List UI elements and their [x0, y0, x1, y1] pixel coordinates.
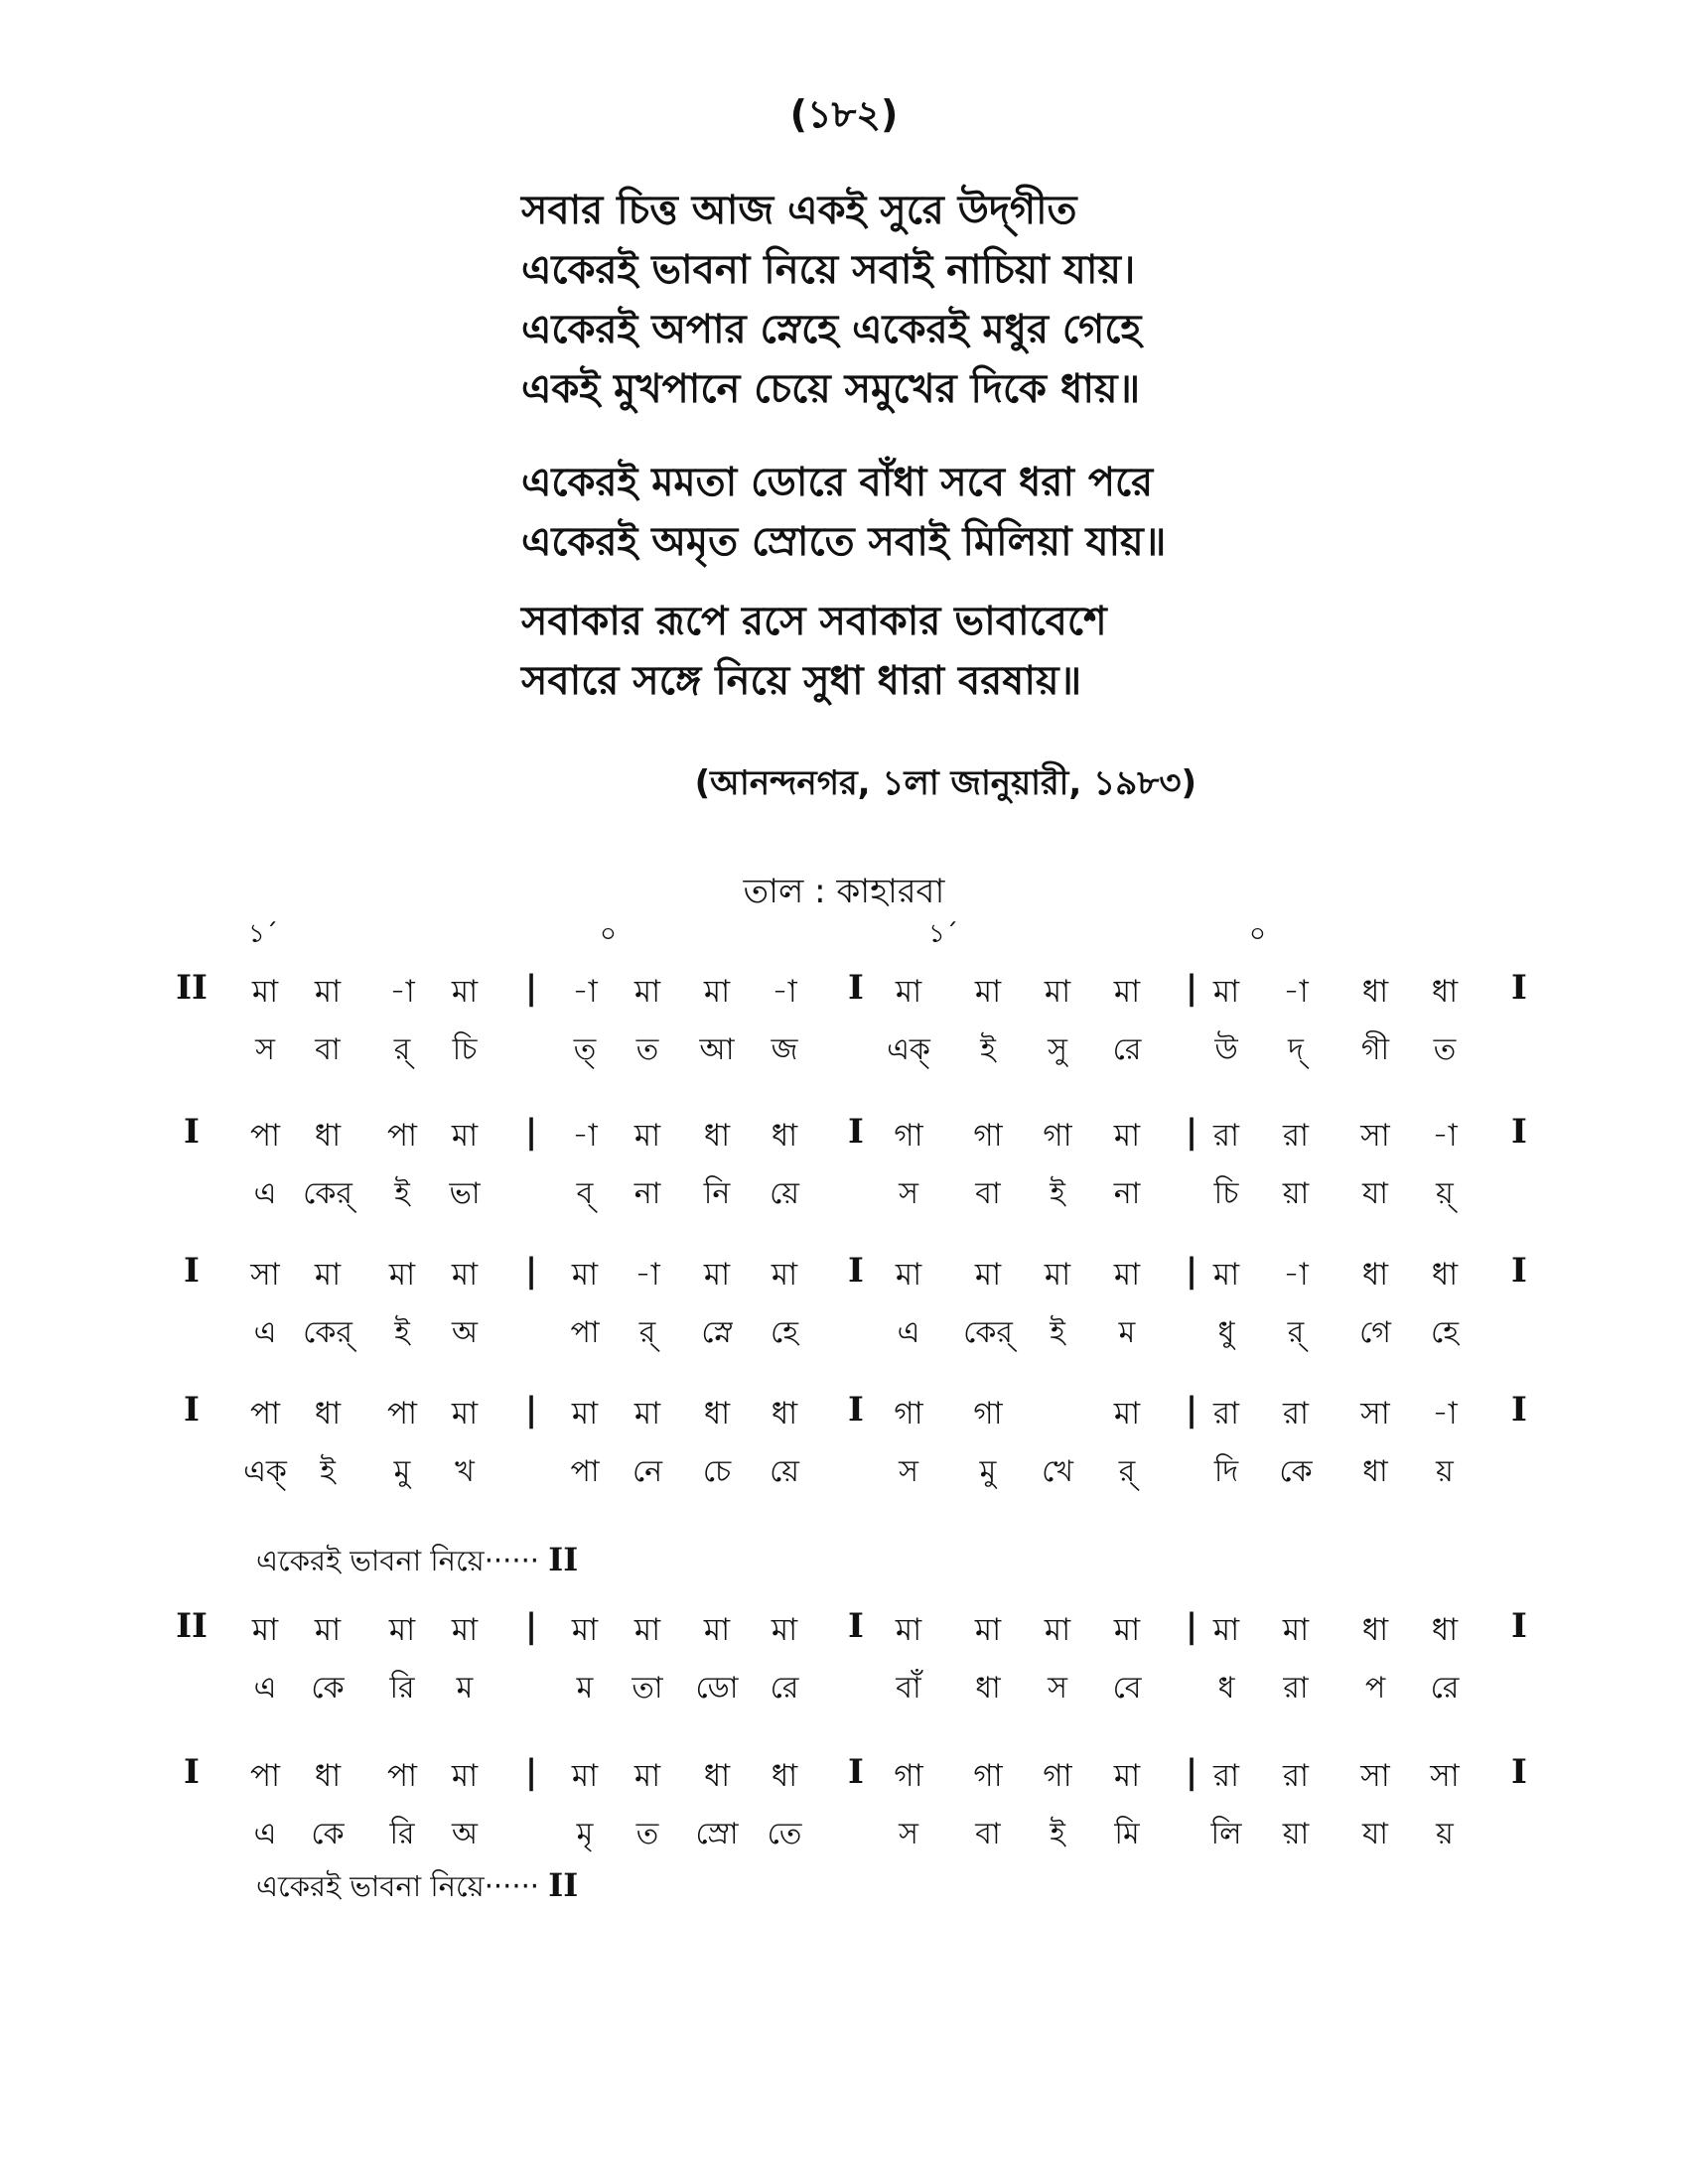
- end-barline: I: [1511, 1251, 1527, 1291]
- note-cell: রা: [1212, 1758, 1240, 1794]
- note-cell: রা: [1212, 1396, 1240, 1432]
- lyric-syllable: নে: [632, 1454, 663, 1489]
- lyric-syllable: কে: [1279, 1454, 1313, 1489]
- note-cell: ধা: [703, 1118, 731, 1154]
- note-cell: মা: [703, 974, 731, 1010]
- lyric-syllable: বাঁ: [896, 1671, 921, 1706]
- lyric-syllable: স্নে: [701, 1315, 733, 1350]
- note-cell: মা: [1113, 1758, 1141, 1794]
- barline: |: [1185, 968, 1198, 1008]
- beat-markers: [0, 913, 1688, 957]
- lyric-syllable: য়্: [1436, 1176, 1454, 1211]
- lyrics-line: একেরই অমৃত স্রোতে সবাই মিলিয়া যায়॥: [521, 519, 1167, 565]
- note-cell: মা: [388, 1612, 416, 1648]
- lyric-syllable: স্রো: [695, 1817, 739, 1851]
- note-cell: পা: [386, 1758, 418, 1794]
- repeat-barline: II: [548, 1541, 579, 1578]
- lyric-syllable: এ: [253, 1671, 277, 1706]
- note-cell: মা: [633, 1758, 661, 1794]
- stanza: [521, 453, 1514, 572]
- note-cell: ধা: [314, 1118, 342, 1154]
- note-cell: -া: [1283, 974, 1309, 1010]
- note-cell: সা: [1360, 1758, 1390, 1794]
- note-cell: মা: [974, 1612, 1002, 1648]
- barline: |: [1185, 1390, 1198, 1430]
- lyric-syllable: যা: [1362, 1176, 1388, 1211]
- note-cell: -া: [634, 1257, 660, 1293]
- barline: |: [1185, 1251, 1198, 1291]
- lyric-syllable: য়া: [1282, 1176, 1310, 1211]
- note-cell: ধা: [1431, 1257, 1459, 1293]
- lyric-syllable: মু: [979, 1454, 997, 1489]
- page-number: (১৮২): [789, 92, 899, 136]
- note-cell: মা: [451, 1257, 479, 1293]
- lyric-syllable: চে: [702, 1454, 732, 1489]
- lyrics-line: একেরই ভাবনা নিয়ে সবাই নাচিয়া যায়।: [521, 247, 1136, 293]
- note-cell: মা: [1113, 1396, 1141, 1432]
- lyric-syllable: অ: [452, 1315, 478, 1350]
- repeat-text: একেরই ভাবনা নিয়ে······: [256, 1544, 540, 1577]
- note-cell: সা: [1430, 1758, 1460, 1794]
- barline: |: [524, 1606, 538, 1646]
- lyric-syllable: য়ে: [770, 1176, 799, 1211]
- lyric-syllable: র্: [638, 1315, 656, 1350]
- note-cell: মা: [1282, 1612, 1310, 1648]
- barline: |: [524, 1390, 538, 1430]
- lyric-syllable: ত: [635, 1817, 659, 1851]
- note-cell: মা: [571, 1257, 599, 1293]
- lyric-syllable: ই: [1050, 1315, 1065, 1350]
- note-cell: গা: [1043, 1118, 1072, 1154]
- lyric-syllable: ই: [394, 1176, 410, 1211]
- lyric-syllable: তে: [767, 1817, 802, 1851]
- note-cell: মা: [571, 1758, 599, 1794]
- lyric-syllable: বে: [1112, 1671, 1142, 1706]
- note-cell: মা: [633, 974, 661, 1010]
- note-cell: ধা: [703, 1758, 731, 1794]
- start-barline: II: [176, 968, 208, 1008]
- lyrics-line: একেরই মমতা ডোরে বাঁধা সবে ধরা পরে: [521, 460, 1154, 505]
- lyric-syllable: কে: [311, 1671, 345, 1706]
- lyric-syllable: ই: [320, 1454, 336, 1489]
- note-cell: মা: [1113, 1612, 1141, 1648]
- note-cell: মা: [703, 1612, 731, 1648]
- lyric-syllable: ত: [1433, 1032, 1457, 1067]
- lyric-syllable: লি: [1210, 1817, 1242, 1851]
- note-cell: পা: [249, 1396, 281, 1432]
- lyric-syllable: গে: [1359, 1315, 1391, 1350]
- stanza: [521, 592, 1514, 711]
- composition-dateline: (আনন্দনগর, ১লা জানুয়ারী, ১৯৮৩): [694, 763, 1196, 803]
- lyric-syllable: ই: [980, 1032, 996, 1067]
- repeat-barline: II: [548, 1866, 579, 1904]
- start-barline: II: [176, 1606, 208, 1646]
- note-cell: পা: [386, 1118, 418, 1154]
- lyric-syllable: স: [1048, 1671, 1067, 1706]
- lyric-syllable: ত্: [573, 1032, 597, 1067]
- note-cell: মা: [633, 1396, 661, 1432]
- lyric-syllable: পা: [570, 1315, 600, 1350]
- stanza: [521, 181, 1514, 419]
- lyric-syllable: খে: [1042, 1454, 1073, 1489]
- note-cell: মা: [451, 974, 479, 1010]
- lyric-syllable: রে: [770, 1671, 799, 1706]
- barline: |: [1185, 1752, 1198, 1792]
- note-cell: মা: [571, 1612, 599, 1648]
- lyric-syllable: অ: [452, 1817, 478, 1851]
- note-cell: মা: [895, 1612, 922, 1648]
- lyric-syllable: এক্: [243, 1454, 287, 1489]
- note-cell: -া: [572, 974, 598, 1010]
- lyric-syllable: মি: [1114, 1817, 1140, 1851]
- start-barline: I: [184, 1390, 200, 1430]
- note-cell: মা: [451, 1758, 479, 1794]
- lyrics-line: সবাকার রূপে রসে সবাকার ভাবাবেশে: [521, 599, 1107, 644]
- lyric-syllable: র্: [1287, 1315, 1305, 1350]
- lyric-syllable: রা: [1283, 1671, 1309, 1706]
- start-barline: I: [184, 1752, 200, 1792]
- note-cell: -া: [1432, 1118, 1458, 1154]
- barline: I: [848, 1390, 864, 1430]
- note-cell: পা: [249, 1118, 281, 1154]
- lyric-syllable: ডো: [695, 1671, 739, 1706]
- lyric-syllable: পা: [570, 1454, 600, 1489]
- note-cell: সা: [1360, 1118, 1390, 1154]
- lyrics-line: সবার চিত্ত আজ একই সুরে উদ্‌গীত: [521, 188, 1077, 233]
- barline: I: [848, 1752, 864, 1792]
- note-cell: মা: [633, 1118, 661, 1154]
- note-cell: মা: [314, 1612, 342, 1648]
- note-cell: মা: [571, 1396, 599, 1432]
- note-cell: মা: [974, 974, 1002, 1010]
- lyrics-line: একই মুখপানে চেয়ে সমুখের দিকে ধায়॥: [521, 366, 1141, 412]
- note-cell: মা: [251, 1612, 279, 1648]
- notation-row: [0, 1606, 1688, 1725]
- lyric-syllable: এক্: [887, 1032, 930, 1067]
- note-cell: সা: [250, 1257, 280, 1293]
- note-cell: রা: [1282, 1396, 1310, 1432]
- lyric-syllable: র্: [393, 1032, 411, 1067]
- lyric-syllable: এ: [253, 1176, 277, 1211]
- note-cell: -া: [389, 974, 415, 1010]
- lyric-syllable: যা: [1362, 1817, 1388, 1851]
- note-cell: মা: [1044, 974, 1071, 1010]
- lyric-syllable: রে: [1112, 1032, 1142, 1067]
- lyric-syllable: রে: [1430, 1671, 1460, 1706]
- note-cell: মা: [451, 1396, 479, 1432]
- lyric-syllable: তা: [632, 1671, 663, 1706]
- note-cell: গা: [894, 1396, 923, 1432]
- lyric-syllable: বা: [315, 1032, 341, 1067]
- lyric-syllable: এ: [253, 1315, 277, 1350]
- note-cell: ধা: [703, 1396, 731, 1432]
- barline: |: [1185, 1606, 1198, 1646]
- note-cell: গা: [973, 1396, 1003, 1432]
- lyric-syllable: চি: [452, 1032, 478, 1067]
- note-cell: রা: [1212, 1118, 1240, 1154]
- lyric-syllable: নি: [703, 1176, 731, 1211]
- note-cell: রা: [1282, 1758, 1310, 1794]
- end-barline: I: [1511, 1606, 1527, 1646]
- notation-row: [0, 1752, 1688, 1871]
- note-cell: মা: [974, 1257, 1002, 1293]
- note-cell: রা: [1282, 1118, 1310, 1154]
- lyric-syllable: প: [1364, 1671, 1386, 1706]
- note-cell: ধা: [1361, 1612, 1389, 1648]
- note-cell: ধা: [314, 1758, 342, 1794]
- note-cell: -া: [1283, 1257, 1309, 1293]
- note-cell: ধা: [771, 1118, 798, 1154]
- note-cell: সা: [1360, 1396, 1390, 1432]
- note-cell: গা: [894, 1118, 923, 1154]
- note-cell: -া: [572, 1118, 598, 1154]
- note-cell: মা: [1113, 1118, 1141, 1154]
- lyric-syllable: কের্: [303, 1315, 352, 1350]
- lyric-syllable: ম: [1118, 1315, 1136, 1350]
- note-cell: ধা: [771, 1758, 798, 1794]
- lyric-syllable: আ: [699, 1032, 735, 1067]
- lyric-syllable: ত: [635, 1032, 659, 1067]
- note-cell: মা: [1044, 1257, 1071, 1293]
- lyric-syllable: উ: [1214, 1032, 1238, 1067]
- beat-marker: ০: [1249, 919, 1266, 949]
- repeat-text: একেরই ভাবনা নিয়ে······: [256, 1869, 540, 1903]
- lyric-syllable: মু: [393, 1454, 411, 1489]
- note-cell: পা: [249, 1758, 281, 1794]
- note-cell: গা: [973, 1758, 1003, 1794]
- lyric-syllable: য়: [1436, 1454, 1454, 1489]
- lyric-syllable: য়া: [1282, 1817, 1310, 1851]
- barline: |: [1185, 1112, 1198, 1152]
- end-barline: I: [1511, 1112, 1527, 1152]
- lyric-syllable: কে: [311, 1817, 345, 1851]
- lyric-syllable: বা: [975, 1817, 1001, 1851]
- lyrics-line: সবারে সঙ্গে নিয়ে সুধা ধারা বরষায়॥: [521, 658, 1082, 704]
- note-cell: মা: [451, 1612, 479, 1648]
- end-barline: I: [1511, 1390, 1527, 1430]
- barline: I: [848, 1251, 864, 1291]
- lyric-syllable: জ: [771, 1032, 798, 1067]
- note-cell: মা: [895, 1257, 922, 1293]
- beat-marker: ১´: [248, 919, 278, 949]
- notation-row: [0, 1251, 1688, 1370]
- lyric-syllable: গী: [1360, 1032, 1390, 1067]
- start-barline: I: [184, 1251, 200, 1291]
- taal-heading: তাল : কাহারবা: [743, 872, 945, 911]
- note-cell: ধা: [1431, 974, 1459, 1010]
- lyric-syllable: খ: [455, 1454, 475, 1489]
- note-cell: ধা: [1361, 974, 1389, 1010]
- note-cell: ধা: [1361, 1257, 1389, 1293]
- note-cell: -া: [772, 974, 797, 1010]
- barline: I: [848, 1606, 864, 1646]
- lyric-syllable: বা: [975, 1176, 1001, 1211]
- note-cell: মা: [1113, 974, 1141, 1010]
- lyric-syllable: না: [633, 1176, 661, 1211]
- lyric-syllable: ম: [576, 1671, 594, 1706]
- lyric-syllable: মৃ: [576, 1817, 594, 1851]
- note-cell: ধা: [771, 1396, 798, 1432]
- barline: |: [524, 1112, 538, 1152]
- note-cell: মা: [251, 974, 279, 1010]
- end-barline: I: [1511, 1752, 1527, 1792]
- lyric-syllable: ধ: [1217, 1671, 1235, 1706]
- note-cell: মা: [1212, 974, 1240, 1010]
- start-barline: I: [184, 1112, 200, 1152]
- notation-row: [0, 1390, 1688, 1509]
- lyric-syllable: সু: [1048, 1032, 1067, 1067]
- notation-row: [0, 968, 1688, 1087]
- lyric-syllable: এ: [897, 1315, 920, 1350]
- note-cell: মা: [1212, 1257, 1240, 1293]
- lyric-syllable: ভা: [449, 1176, 481, 1211]
- note-cell: মা: [314, 974, 342, 1010]
- note-cell: ধা: [1431, 1612, 1459, 1648]
- note-cell: মা: [451, 1118, 479, 1154]
- lyric-syllable: ধু: [1217, 1315, 1235, 1350]
- lyric-syllable: চি: [1213, 1176, 1239, 1211]
- lyric-syllable: কের্: [303, 1176, 352, 1211]
- note-cell: মা: [771, 1612, 798, 1648]
- lyric-syllable: স: [899, 1817, 918, 1851]
- note-cell: ধা: [314, 1396, 342, 1432]
- note-cell: মা: [703, 1257, 731, 1293]
- note-cell: গা: [1043, 1758, 1072, 1794]
- lyric-syllable: হে: [1431, 1315, 1459, 1350]
- note-cell: মা: [314, 1257, 342, 1293]
- note-cell: মা: [1113, 1257, 1141, 1293]
- lyric-syllable: দ্: [1288, 1032, 1304, 1067]
- note-cell: পা: [386, 1396, 418, 1432]
- lyric-syllable: স: [899, 1176, 918, 1211]
- lyric-syllable: ধা: [975, 1671, 1001, 1706]
- lyric-syllable: স: [899, 1454, 918, 1489]
- repeat-instruction: [256, 1864, 578, 1913]
- lyric-syllable: না: [1113, 1176, 1141, 1211]
- note-cell: গা: [894, 1758, 923, 1794]
- lyric-syllable: ই: [1050, 1176, 1065, 1211]
- lyric-syllable: হে: [771, 1315, 798, 1350]
- note-cell: মা: [1212, 1612, 1240, 1648]
- barline: I: [848, 1112, 864, 1152]
- lyric-syllable: ধা: [1362, 1454, 1388, 1489]
- barline: |: [524, 1752, 538, 1792]
- repeat-instruction: [256, 1539, 578, 1587]
- lyric-syllable: য়ে: [770, 1454, 799, 1489]
- note-cell: মা: [895, 974, 922, 1010]
- note-cell: মা: [633, 1612, 661, 1648]
- lyric-syllable: ব্: [576, 1176, 594, 1211]
- lyric-syllable: কের্: [963, 1315, 1013, 1350]
- barline: |: [524, 1251, 538, 1291]
- note-cell: গা: [973, 1118, 1003, 1154]
- note-cell: মা: [1044, 1612, 1071, 1648]
- lyric-syllable: র্: [1118, 1454, 1136, 1489]
- lyric-syllable: ই: [1050, 1817, 1065, 1851]
- lyric-syllable: দি: [1213, 1454, 1239, 1489]
- lyric-syllable: রি: [389, 1817, 415, 1851]
- end-barline: I: [1511, 968, 1527, 1008]
- beat-marker: ১´: [928, 919, 958, 949]
- lyric-syllable: এ: [253, 1817, 277, 1851]
- note-cell: -া: [1432, 1396, 1458, 1432]
- barline: I: [848, 968, 864, 1008]
- note-cell: মা: [388, 1257, 416, 1293]
- lyric-syllable: ই: [394, 1315, 410, 1350]
- lyric-syllable: ম: [456, 1671, 474, 1706]
- lyric-syllable: স: [255, 1032, 275, 1067]
- beat-marker: ০: [600, 919, 617, 949]
- lyrics-line: একেরই অপার স্নেহে একেরই মধুর গেহে: [521, 307, 1142, 352]
- lyric-syllable: রি: [389, 1671, 415, 1706]
- notation-row: [0, 1112, 1688, 1231]
- lyric-syllable: য়: [1436, 1817, 1454, 1851]
- barline: |: [524, 968, 538, 1008]
- note-cell: মা: [771, 1257, 798, 1293]
